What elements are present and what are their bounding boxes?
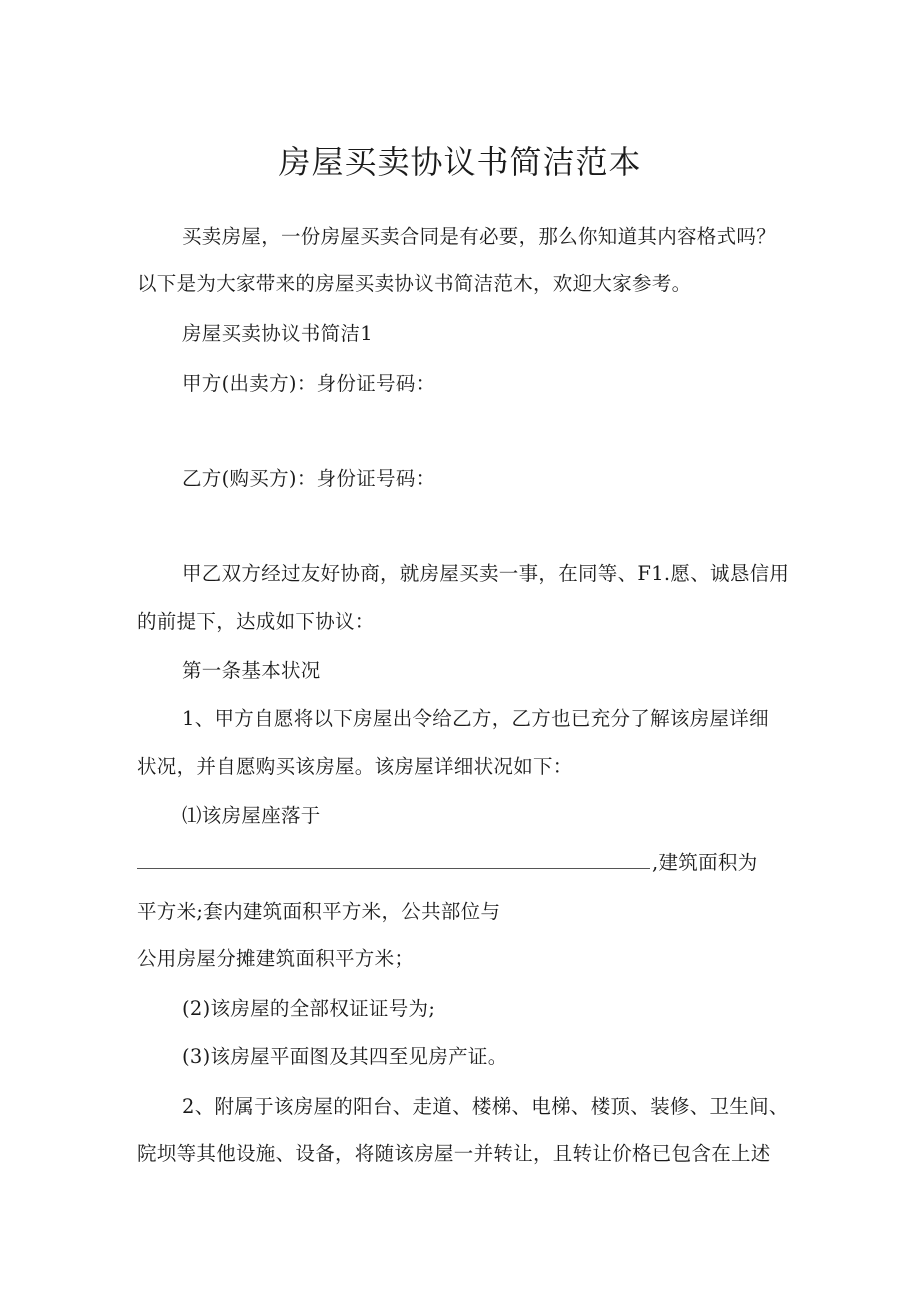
clause-1-line-2: 状况，并自愿购买该房屋。该房屋详细状况如下： bbox=[137, 755, 573, 778]
intro-line-1: 买卖房屋，一份房屋买卖合同是有必要，那么你知道其内容格式吗？ bbox=[182, 225, 777, 248]
agreement-line-1: 甲乙双方经过友好协商，就房屋买卖一事，在同等、F1.愿、诚恳信用 bbox=[182, 562, 790, 585]
clause-2-line-2: 院坝等其他设施、设备，将随该房屋一并转让，且转让价格已包含在上述 bbox=[137, 1142, 771, 1165]
item-1-area-line bbox=[137, 850, 758, 876]
agreement-line-2: 的前提下，达成如下协议： bbox=[137, 610, 375, 633]
clause-2-line-1: 2、附属于该房屋的阳台、走道、楼梯、电梯、楼顶、装修、卫生间、 bbox=[182, 1095, 789, 1118]
party-a-line: 甲方(出卖方)：身份证号码： bbox=[182, 372, 436, 395]
intro-line-2: 以下是为大家带来的房屋买卖协议书简洁范木，欢迎大家参考。 bbox=[137, 272, 692, 295]
party-b-line: 乙方(购买方)：身份证号码： bbox=[182, 467, 436, 490]
clause-1-line-1: 1、甲方自愿将以下房屋出令给乙方，乙方也已充分了解该房屋详细 bbox=[182, 707, 769, 730]
item-3: (3)该房屋平面图及其四至见房产证。 bbox=[182, 1045, 508, 1068]
document-title: 房屋买卖协议书简洁范本 bbox=[278, 143, 642, 181]
item-1-line-3: 平方米;套内建筑面积平方米，公共部位与 bbox=[137, 900, 501, 923]
section-heading: 房屋买卖协议书简洁1 bbox=[182, 322, 373, 345]
item-1-location: ⑴该房屋座落于 bbox=[182, 804, 321, 827]
location-blank bbox=[137, 850, 650, 869]
item-1-line-4: 公用房屋分摊建筑面积平方米； bbox=[137, 947, 415, 970]
item-2: (2)该房屋的全部权证证号为; bbox=[182, 997, 436, 1020]
item-1-area-suffix: ,建筑面积为 bbox=[652, 851, 758, 874]
article-1-heading: 第一条基本状况 bbox=[182, 659, 321, 682]
